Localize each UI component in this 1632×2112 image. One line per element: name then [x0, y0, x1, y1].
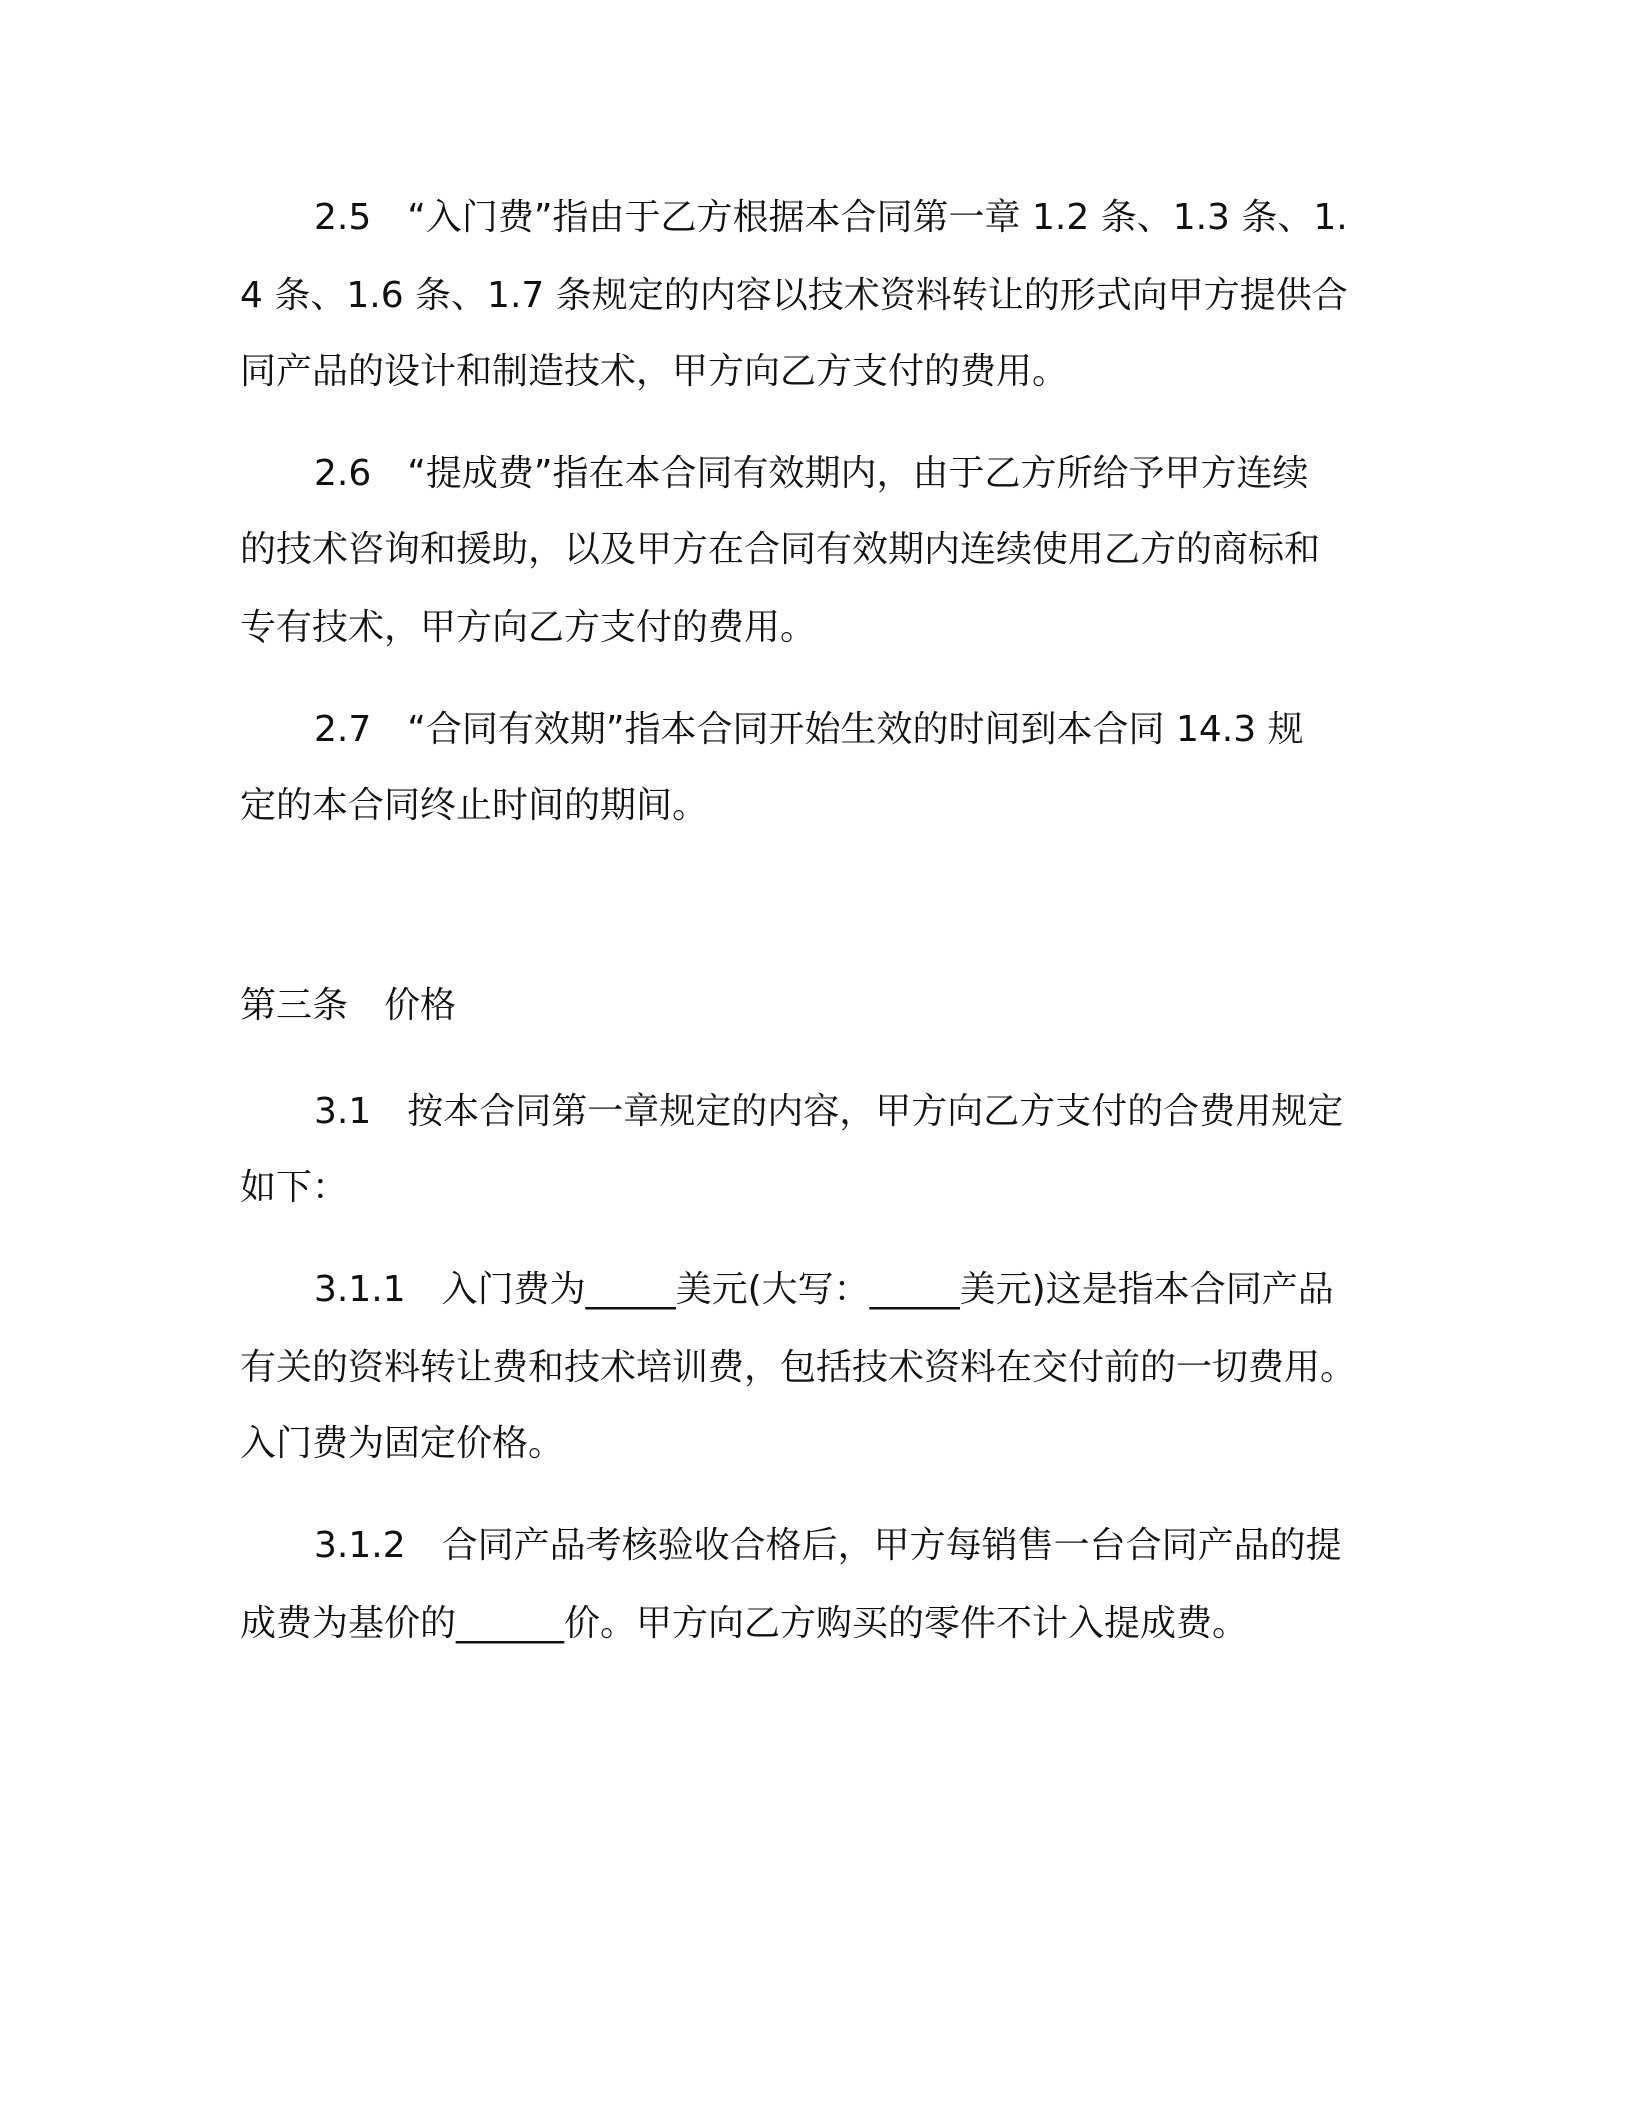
clause-3-1-line-1: 3.1 按本合同第一章规定的内容，甲方向乙方支付的合费用规定	[314, 1091, 1344, 1132]
clause-3-1-2-line-2: 成费为基价的______价。甲方向乙方购买的零件不计入提成费。	[240, 1603, 1249, 1644]
clause-3-1-1-line-2: 有关的资料转让费和技术培训费，包括技术资料在交付前的一切费用。	[240, 1347, 1357, 1388]
clause-3-1-2-line-1: 3.1.2 合同产品考核验收合格后，甲方每销售一台合同产品的提	[314, 1525, 1342, 1566]
clause-2-5-line-1: 2.5 “入门费”指由于乙方根据本合同第一章 1.2 条、1.3 条、1.	[314, 197, 1348, 238]
clause-2-6-line-3: 专有技术，甲方向乙方支付的费用。	[240, 607, 817, 648]
clause-2-5-line-2: 4 条、1.6 条、1.7 条规定的内容以技术资料转让的形式向甲方提供合	[240, 275, 1348, 316]
clause-2-7-line-1: 2.7 “合同有效期”指本合同开始生效的时间到本合同 14.3 规	[314, 709, 1304, 750]
clause-2-6-line-1: 2.6 “提成费”指在本合同有效期内，由于乙方所给予甲方连续	[314, 453, 1309, 494]
clause-3-1-line-2: 如下：	[240, 1167, 349, 1208]
clause-3-1-1-line-3: 入门费为固定价格。	[240, 1423, 565, 1464]
clause-2-6-line-2: 的技术咨询和援助，以及甲方在合同有效期内连续使用乙方的商标和	[240, 529, 1321, 570]
clause-2-5-line-3: 同产品的设计和制造技术，甲方向乙方支付的费用。	[240, 351, 1069, 392]
clause-3-1-1-line-1: 3.1.1 入门费为_____美元(大写：_____美元)这是指本合同产品	[314, 1269, 1334, 1310]
article-3-heading: 第三条 价格	[240, 985, 457, 1026]
clause-2-7-line-2: 定的本合同终止时间的期间。	[240, 785, 709, 826]
